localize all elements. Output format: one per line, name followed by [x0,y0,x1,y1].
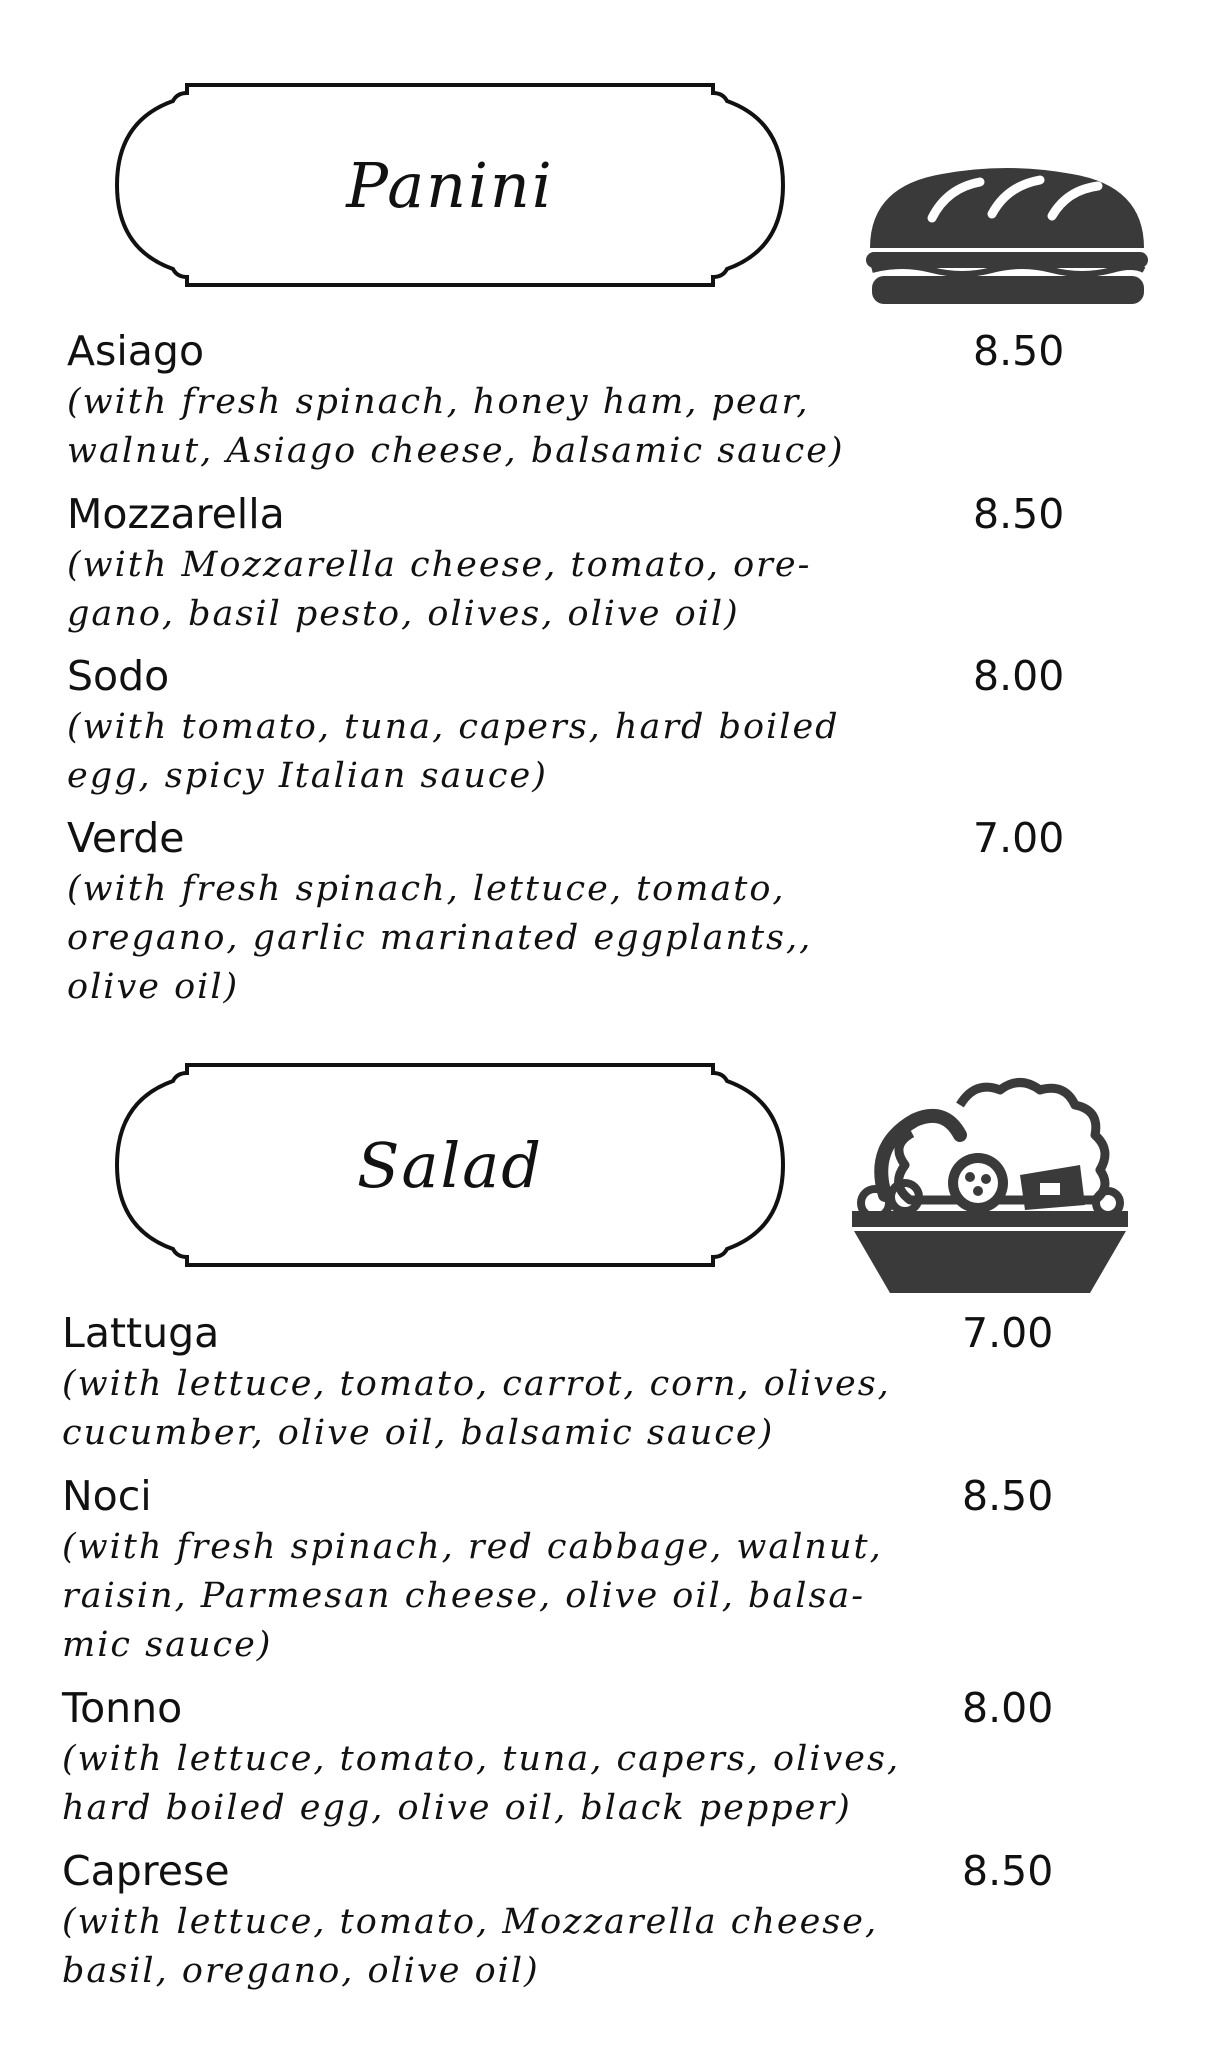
section-title: Salad [357,1129,543,1202]
item-price: 7.00 [962,1309,1054,1357]
item-price: 8.50 [962,1472,1054,1520]
item-name: Tonno [62,1684,183,1732]
item-price: 8.00 [962,1684,1054,1732]
item-name: Sodo [67,652,170,700]
item-description: (with fresh spinach, honey ham, pear, walnut, Asiago cheese, balsamic sauce) [67,382,845,471]
item-name: Lattuga [62,1309,220,1357]
section-title: Panini [346,149,554,222]
item-description: (with lettuce, tomato, tuna, capers, olives, hard boiled egg, olive oil, black pepper) [62,1739,901,1828]
item-name: Verde [67,814,185,862]
item-description: (with tomato, tuna, capers, hard boiled egg, spicy Italian sauce) [67,707,840,796]
item-price: 8.50 [973,490,1065,538]
item-price: 8.50 [962,1847,1054,1895]
section-banner-panini [115,83,785,288]
item-name: Mozzarella [67,490,285,538]
item-description: (with lettuce, tomato, Mozzarella cheese, basil, oregano, olive oil) [62,1902,879,1991]
item-description: (with fresh spinach, red cabbage, walnut, raisin, Parmesan cheese, olive oil, balsa- mic sauce) [62,1527,883,1665]
item-price: 8.00 [973,652,1065,700]
item-description: (with fresh spinach, lettuce, tomato, oregano, garlic marinated eggplants,, olive oil) [67,869,813,1007]
salad-bowl-icon [850,1075,1130,1299]
item-price: 8.50 [973,327,1065,375]
item-name: Caprese [62,1847,230,1895]
item-name: Noci [62,1472,152,1520]
item-price: 7.00 [973,814,1065,862]
item-name: Asiago [67,327,205,375]
sandwich-icon [862,158,1152,312]
item-description: (with lettuce, tomato, carrot, corn, olives, cucumber, olive oil, balsamic sauce) [62,1364,891,1453]
section-banner-salad [115,1063,785,1268]
item-description: (with Mozzarella cheese, tomato, ore- gano, basil pesto, olives, olive oil) [67,545,812,634]
